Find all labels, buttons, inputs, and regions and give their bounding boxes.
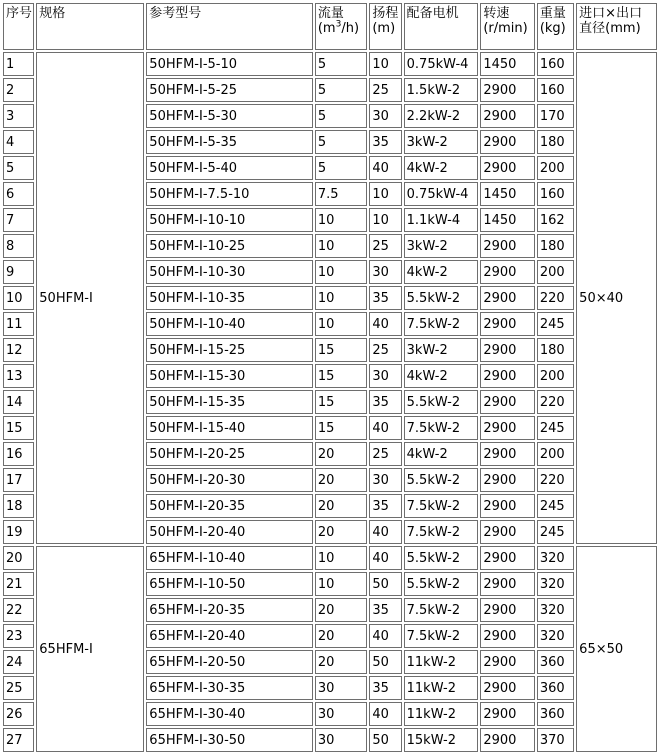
cell-model: 50HFM-I-15-30	[146, 364, 313, 388]
cell-speed: 2900	[480, 598, 535, 622]
cell-head: 25	[369, 338, 401, 362]
cell-model: 65HFM-I-30-50	[146, 728, 313, 752]
cell-diameter: 50×40	[576, 52, 657, 544]
cell-weight: 245	[537, 494, 574, 518]
cell-motor: 3kW-2	[404, 338, 479, 362]
cell-flow: 10	[315, 286, 367, 310]
cell-flow: 30	[315, 676, 367, 700]
cell-seq: 13	[3, 364, 34, 388]
cell-speed: 2900	[480, 312, 535, 336]
cell-motor: 5.5kW-2	[404, 468, 479, 492]
cell-head: 40	[369, 416, 401, 440]
cell-flow: 5	[315, 52, 367, 76]
cell-seq: 12	[3, 338, 34, 362]
cell-seq: 2	[3, 78, 34, 102]
cell-weight: 220	[537, 286, 574, 310]
cell-head: 35	[369, 390, 401, 414]
cell-speed: 2900	[480, 520, 535, 544]
cell-seq: 26	[3, 702, 34, 726]
cell-weight: 200	[537, 364, 574, 388]
cell-flow: 15	[315, 416, 367, 440]
cell-speed: 2900	[480, 286, 535, 310]
cell-seq: 17	[3, 468, 34, 492]
cell-flow: 20	[315, 624, 367, 648]
cell-motor: 0.75kW-4	[404, 52, 479, 76]
cell-speed: 2900	[480, 416, 535, 440]
cell-motor: 11kW-2	[404, 650, 479, 674]
cell-speed: 2900	[480, 364, 535, 388]
cell-motor: 11kW-2	[404, 702, 479, 726]
cell-head: 35	[369, 494, 401, 518]
cell-seq: 6	[3, 182, 34, 206]
cell-head: 10	[369, 52, 401, 76]
header-head: 扬程 (m)	[369, 3, 401, 50]
cell-flow: 10	[315, 572, 367, 596]
cell-diameter: 65×50	[576, 546, 657, 752]
cell-weight: 200	[537, 442, 574, 466]
cell-motor: 7.5kW-2	[404, 312, 479, 336]
cell-flow: 10	[315, 260, 367, 284]
cell-weight: 370	[537, 728, 574, 752]
cell-speed: 2900	[480, 338, 535, 362]
cell-model: 50HFM-I-5-40	[146, 156, 313, 180]
cell-motor: 0.75kW-4	[404, 182, 479, 206]
cell-head: 40	[369, 156, 401, 180]
cell-head: 30	[369, 260, 401, 284]
cell-seq: 21	[3, 572, 34, 596]
cell-flow: 20	[315, 650, 367, 674]
cell-weight: 360	[537, 676, 574, 700]
cell-model: 50HFM-I-7.5-10	[146, 182, 313, 206]
cell-seq: 18	[3, 494, 34, 518]
cell-head: 40	[369, 520, 401, 544]
cell-model: 50HFM-I-5-25	[146, 78, 313, 102]
cell-head: 50	[369, 728, 401, 752]
cell-seq: 4	[3, 130, 34, 154]
header-speed: 转速 (r/min)	[480, 3, 535, 50]
cell-head: 25	[369, 234, 401, 258]
cell-speed: 2900	[480, 650, 535, 674]
cell-model: 65HFM-I-30-35	[146, 676, 313, 700]
cell-head: 35	[369, 598, 401, 622]
cell-head: 10	[369, 182, 401, 206]
cell-speed: 2900	[480, 494, 535, 518]
cell-motor: 3kW-2	[404, 234, 479, 258]
pump-spec-table	[1, 1, 659, 754]
cell-motor: 5.5kW-2	[404, 572, 479, 596]
cell-motor: 7.5kW-2	[404, 624, 479, 648]
header-spec: 规格	[36, 3, 144, 50]
cell-model: 50HFM-I-15-40	[146, 416, 313, 440]
cell-weight: 160	[537, 182, 574, 206]
cell-model: 65HFM-I-10-40	[146, 546, 313, 570]
header-flow: 流量 $(m^3/h)$	[315, 3, 367, 50]
cell-weight: 162	[537, 208, 574, 232]
header-weight: 重量 (kg)	[537, 3, 574, 50]
cell-head: 25	[369, 442, 401, 466]
cell-flow: 10	[315, 234, 367, 258]
cell-head: 30	[369, 468, 401, 492]
cell-model: 50HFM-I-20-30	[146, 468, 313, 492]
cell-speed: 2900	[480, 156, 535, 180]
cell-seq: 15	[3, 416, 34, 440]
cell-model: 50HFM-I-10-35	[146, 286, 313, 310]
cell-weight: 180	[537, 234, 574, 258]
cell-model: 50HFM-I-10-30	[146, 260, 313, 284]
cell-spec: 65HFM-I	[36, 546, 144, 752]
cell-model: 50HFM-I-10-10	[146, 208, 313, 232]
cell-weight: 245	[537, 312, 574, 336]
cell-head: 30	[369, 364, 401, 388]
cell-speed: 2900	[480, 260, 535, 284]
cell-speed: 2900	[480, 234, 535, 258]
cell-model: 65HFM-I-20-40	[146, 624, 313, 648]
cell-weight: 200	[537, 260, 574, 284]
cell-motor: 5.5kW-2	[404, 390, 479, 414]
cell-model: 65HFM-I-20-50	[146, 650, 313, 674]
cell-weight: 360	[537, 702, 574, 726]
cell-model: 50HFM-I-20-40	[146, 520, 313, 544]
cell-seq: 9	[3, 260, 34, 284]
cell-spec: 50HFM-I	[36, 52, 144, 544]
cell-motor: 4kW-2	[404, 442, 479, 466]
cell-model: 65HFM-I-30-40	[146, 702, 313, 726]
cell-head: 30	[369, 104, 401, 128]
header-row	[3, 3, 657, 50]
cell-seq: 1	[3, 52, 34, 76]
table-body	[3, 3, 657, 752]
cell-weight: 320	[537, 572, 574, 596]
cell-flow: 20	[315, 468, 367, 492]
cell-head: 10	[369, 208, 401, 232]
cell-seq: 16	[3, 442, 34, 466]
cell-model: 50HFM-I-5-35	[146, 130, 313, 154]
cell-speed: 2900	[480, 130, 535, 154]
cell-speed: 2900	[480, 702, 535, 726]
cell-weight: 180	[537, 130, 574, 154]
cell-seq: 8	[3, 234, 34, 258]
cell-motor: 3kW-2	[404, 130, 479, 154]
cell-weight: 200	[537, 156, 574, 180]
cell-weight: 320	[537, 624, 574, 648]
cell-model: 50HFM-I-10-40	[146, 312, 313, 336]
cell-speed: 2900	[480, 546, 535, 570]
cell-weight: 245	[537, 520, 574, 544]
cell-flow: 30	[315, 728, 367, 752]
cell-weight: 220	[537, 468, 574, 492]
cell-speed: 1450	[480, 208, 535, 232]
cell-weight: 180	[537, 338, 574, 362]
cell-flow: 30	[315, 702, 367, 726]
header-motor: 配备电机	[404, 3, 479, 50]
cell-motor: 11kW-2	[404, 676, 479, 700]
cell-motor: 1.5kW-2	[404, 78, 479, 102]
cell-motor: 7.5kW-2	[404, 598, 479, 622]
cell-weight: 160	[537, 78, 574, 102]
cell-model: 50HFM-I-10-25	[146, 234, 313, 258]
cell-model: 50HFM-I-20-35	[146, 494, 313, 518]
cell-head: 35	[369, 676, 401, 700]
cell-model: 65HFM-I-20-35	[146, 598, 313, 622]
cell-speed: 2900	[480, 728, 535, 752]
cell-motor: 4kW-2	[404, 260, 479, 284]
cell-flow: 15	[315, 390, 367, 414]
cell-motor: 4kW-2	[404, 156, 479, 180]
cell-head: 50	[369, 572, 401, 596]
cell-model: 50HFM-I-20-25	[146, 442, 313, 466]
cell-flow: 5	[315, 78, 367, 102]
cell-seq: 3	[3, 104, 34, 128]
header-model: 参考型号	[146, 3, 313, 50]
cell-seq: 5	[3, 156, 34, 180]
cell-flow: 20	[315, 598, 367, 622]
cell-flow: 10	[315, 312, 367, 336]
cell-weight: 245	[537, 416, 574, 440]
cell-head: 40	[369, 702, 401, 726]
cell-seq: 19	[3, 520, 34, 544]
cell-seq: 20	[3, 546, 34, 570]
cell-speed: 1450	[480, 182, 535, 206]
cell-head: 25	[369, 78, 401, 102]
cell-flow: 20	[315, 520, 367, 544]
cell-motor: 7.5kW-2	[404, 520, 479, 544]
cell-motor: 4kW-2	[404, 364, 479, 388]
cell-weight: 320	[537, 546, 574, 570]
cell-flow: 10	[315, 208, 367, 232]
cell-seq: 24	[3, 650, 34, 674]
cell-speed: 2900	[480, 468, 535, 492]
cell-model: 50HFM-I-15-25	[146, 338, 313, 362]
cell-head: 40	[369, 312, 401, 336]
cell-seq: 25	[3, 676, 34, 700]
cell-speed: 2900	[480, 442, 535, 466]
cell-speed: 2900	[480, 624, 535, 648]
cell-speed: 1450	[480, 52, 535, 76]
cell-flow: 15	[315, 364, 367, 388]
header-diameter: 进口×出口 直径(mm)	[576, 3, 657, 50]
cell-flow: 5	[315, 130, 367, 154]
cell-model: 50HFM-I-15-35	[146, 390, 313, 414]
cell-weight: 160	[537, 52, 574, 76]
cell-seq: 10	[3, 286, 34, 310]
cell-weight: 220	[537, 390, 574, 414]
cell-weight: 170	[537, 104, 574, 128]
cell-head: 50	[369, 650, 401, 674]
cell-head: 35	[369, 286, 401, 310]
cell-model: 50HFM-I-5-30	[146, 104, 313, 128]
cell-speed: 2900	[480, 572, 535, 596]
cell-motor: 5.5kW-2	[404, 546, 479, 570]
table-row	[3, 52, 657, 76]
cell-speed: 2900	[480, 390, 535, 414]
cell-motor: 15kW-2	[404, 728, 479, 752]
cell-speed: 2900	[480, 104, 535, 128]
cell-flow: 15	[315, 338, 367, 362]
cell-flow: 5	[315, 156, 367, 180]
cell-weight: 320	[537, 598, 574, 622]
cell-speed: 2900	[480, 78, 535, 102]
cell-model: 50HFM-I-5-10	[146, 52, 313, 76]
cell-motor: 1.1kW-4	[404, 208, 479, 232]
cell-motor: 2.2kW-2	[404, 104, 479, 128]
cell-flow: 20	[315, 442, 367, 466]
cell-flow: 7.5	[315, 182, 367, 206]
cell-weight: 360	[537, 650, 574, 674]
cell-seq: 22	[3, 598, 34, 622]
cell-seq: 23	[3, 624, 34, 648]
cell-head: 40	[369, 546, 401, 570]
cell-motor: 7.5kW-2	[404, 416, 479, 440]
table-row	[3, 546, 657, 570]
cell-flow: 20	[315, 494, 367, 518]
cell-seq: 11	[3, 312, 34, 336]
cell-model: 65HFM-I-10-50	[146, 572, 313, 596]
cell-head: 35	[369, 130, 401, 154]
cell-seq: 14	[3, 390, 34, 414]
cell-seq: 27	[3, 728, 34, 752]
cell-speed: 2900	[480, 676, 535, 700]
cell-flow: 10	[315, 546, 367, 570]
cell-motor: 7.5kW-2	[404, 494, 479, 518]
cell-seq: 7	[3, 208, 34, 232]
header-seq: 序号	[3, 3, 34, 50]
cell-motor: 5.5kW-2	[404, 286, 479, 310]
cell-head: 40	[369, 624, 401, 648]
cell-flow: 5	[315, 104, 367, 128]
